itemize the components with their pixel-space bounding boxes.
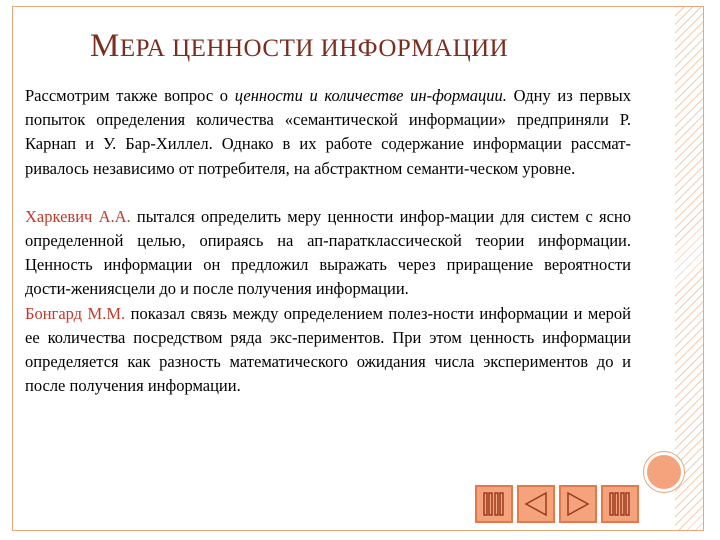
last-slide-button[interactable]	[601, 485, 639, 523]
next-slide-button[interactable]	[559, 485, 597, 523]
para1-pre: Рассмотрим также вопрос о	[25, 86, 235, 105]
first-slide-button[interactable]	[475, 485, 513, 523]
author-harkevich: Харкевич А.А.	[25, 206, 131, 226]
slide-title	[90, 28, 508, 65]
para1-post: Одну из первых попыток определения количества «семантической информации» предприняли Р. Карнап и У. Бар-Хиллел. Однако в их работе содержание информации рассмат-ривалось независимо от потребителя, на абстрактном семанти-ческом уровне.	[25, 86, 631, 178]
paragraph-carnap	[25, 84, 631, 181]
slide-navigation	[475, 485, 639, 525]
para3-text: показал связь между определением полез-ности информации и мерой ее количества посредством ряда экс-периментов. При этом ценность информации определяется как разность математического ожидания числа экспериментов до и после получения информации.	[25, 303, 631, 396]
previous-slide-icon	[522, 490, 550, 518]
para2-text: пытался определить меру ценности инфор-мации для систем с ясно определенной целью, опираясь на ап-паратклассической теории информации. Ценность информации он предложил выражать через приращение вероятности дости-жениясцели до и после получения информации.	[25, 206, 631, 299]
title-first-letter: М	[90, 28, 120, 64]
first-slide-icon	[480, 490, 508, 518]
previous-slide-button[interactable]	[517, 485, 555, 523]
next-slide-icon	[564, 490, 592, 518]
author-bongard: Бонгард М.М.	[25, 303, 126, 323]
slide-body	[25, 84, 631, 398]
paragraph-harkevich	[25, 205, 631, 302]
paragraph-bongard	[25, 302, 631, 399]
paragraph-gap	[25, 181, 631, 205]
para1-emphasis: ценности и количестве ин-формации.	[234, 86, 507, 105]
decorative-stripe	[675, 7, 703, 530]
decorative-circle	[644, 452, 684, 492]
title-rest: ЕРА ЦЕННОСТИ ИНФОРМАЦИИ	[119, 35, 509, 62]
last-slide-icon	[606, 490, 634, 518]
